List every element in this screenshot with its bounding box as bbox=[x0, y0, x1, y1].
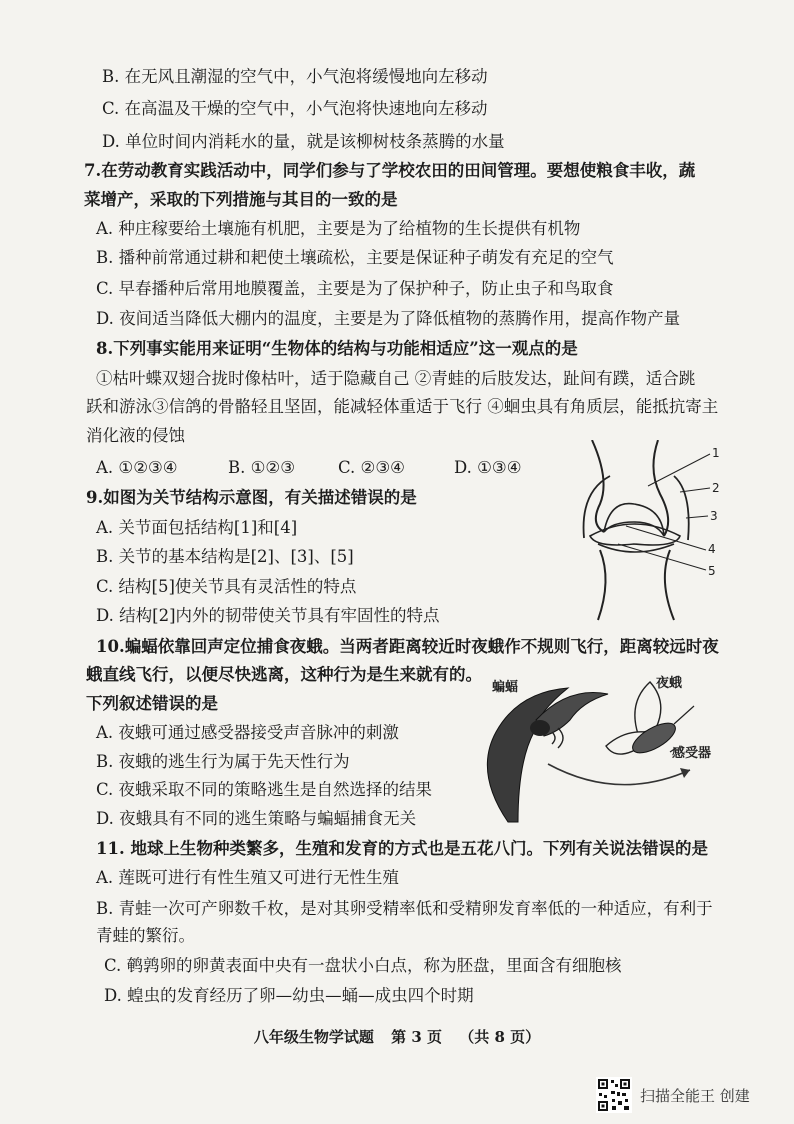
q8-body-line1: ①枯叶蝶双翅合拢时像枯叶，适于隐藏自己 ②青蛙的后肢发达，趾间有蹼，适合跳 bbox=[96, 369, 696, 388]
q11-option-b-line2: 青蛙的繁衍。 bbox=[96, 926, 195, 945]
q9-stem: 9.如图为关节结构示意图，有关描述错误的是 bbox=[86, 488, 417, 507]
joint-label-2: 2 bbox=[712, 481, 720, 495]
page-footer bbox=[0, 1026, 794, 1047]
q10-option-c: C. 夜蛾采取不同的策略逃生是自然选择的结果 bbox=[96, 780, 433, 799]
q8-body-line2: 跃和游泳③信鸽的骨骼轻且坚固，能减轻体重适于飞行 ④蛔虫具有角质层，能抵抗寄主 bbox=[86, 397, 719, 416]
q9-option-b: B. 关节的基本结构是[2]、[3]、[5] bbox=[96, 547, 354, 566]
q6-option-d: D. 单位时间内消耗水的量，就是该柳树枝条蒸腾的水量 bbox=[102, 132, 505, 151]
scanner-watermark bbox=[596, 1075, 750, 1115]
watermark-text: 扫描全能王 创建 bbox=[640, 1086, 750, 1105]
q7-option-d: D. 夜间适当降低大棚内的温度，主要是为了降低植物的蒸腾作用，提高作物产量 bbox=[96, 309, 681, 328]
q11-option-d: D. 蝗虫的发育经历了卵—幼虫—蛹—成虫四个时期 bbox=[104, 986, 474, 1005]
footer-page: 第 3 页 bbox=[391, 1028, 442, 1046]
q10-stem-line2: 蛾直线飞行，以便尽快逃离，这种行为是生来就有的。 bbox=[86, 665, 482, 684]
joint-socket bbox=[590, 524, 680, 545]
q10-stem-line3: 下列叙述错误的是 bbox=[86, 694, 218, 713]
sound-wave-2 bbox=[558, 728, 563, 748]
q7-option-a: A. 种庄稼要给土壤施有机肥，主要是为了给植物的生长提供有机物 bbox=[96, 219, 581, 238]
q9-option-c: C. 结构[5]使关节具有灵活性的特点 bbox=[96, 577, 357, 596]
flight-path-line bbox=[548, 764, 690, 785]
q11-option-c: C. 鹌鹑卵的卵黄表面中央有一盘状小白点，称为胚盘，里面含有细胞核 bbox=[104, 956, 622, 975]
sound-wave-1 bbox=[552, 732, 555, 744]
joint-diagram bbox=[570, 440, 730, 622]
leader-line-2 bbox=[680, 488, 710, 492]
bat-label: 蝙蝠 bbox=[492, 680, 519, 695]
q7-option-c: C. 早春播种后常用地膜覆盖，主要是为了保护种子，防止虫子和鸟取食 bbox=[96, 279, 614, 298]
q8-stem: 8.下列事实能用来证明“生物体的结构与功能相适应”这一观点的是 bbox=[96, 339, 578, 358]
footer-subject: 八年级生物学试题 bbox=[253, 1028, 374, 1046]
q7-stem-line2: 菜增产，采取的下列措施与其目的一致的是 bbox=[84, 190, 398, 209]
joint-label-1: 1 bbox=[712, 446, 720, 460]
bat-head-icon bbox=[530, 720, 550, 736]
q6-option-c: C. 在高温及干燥的空气中，小气泡将快速地向左移动 bbox=[102, 99, 488, 118]
q8-option-b: B. ①②③ bbox=[228, 458, 295, 477]
joint-label-3: 3 bbox=[710, 509, 718, 523]
q11-stem: 11. 地球上生物种类繁多，生殖和发育的方式也是五花八门。下列有关说法错误的是 bbox=[96, 839, 708, 858]
q11-option-b-line1: B. 青蛙一次可产卵数千枚，是对其卵受精率低和受精卵发育率低的一种适应，有利于 bbox=[96, 899, 713, 918]
q8-option-a: A. ①②③④ bbox=[96, 458, 178, 477]
capsule-right bbox=[674, 476, 689, 540]
q8-body-line3: 消化液的侵蚀 bbox=[86, 426, 185, 445]
joint-head bbox=[604, 504, 664, 536]
moth-label: 夜蛾 bbox=[656, 676, 683, 691]
qr-code-icon bbox=[596, 1077, 632, 1113]
q10-stem-line1: 10.蝙蝠依靠回声定位捕食夜蛾。当两者距离较近时夜蛾作不规则飞行，距离较远时夜 bbox=[96, 637, 719, 656]
q11-option-a: A. 莲既可进行有性生殖又可进行无性生殖 bbox=[96, 868, 399, 887]
joint-label-4: 4 bbox=[708, 542, 716, 556]
q10-option-a: A. 夜蛾可通过感受器接受声音脉冲的刺激 bbox=[96, 723, 399, 742]
lower-bone-left-edge bbox=[598, 550, 606, 620]
q8-option-d: D. ①③④ bbox=[454, 458, 522, 477]
q7-stem-line1: 7.在劳动教育实践活动中，同学们参与了学校农田的田间管理。要想使粮食丰收，蔬 bbox=[84, 161, 696, 180]
bat-moth-diagram bbox=[478, 672, 768, 830]
moth-antenna bbox=[674, 706, 694, 724]
q10-option-d: D. 夜蛾具有不同的逃生策略与蝙蝠捕食无关 bbox=[96, 809, 417, 828]
footer-total: （共 8 页） bbox=[459, 1028, 541, 1046]
q10-option-b: B. 夜蛾的逃生行为属于先天性行为 bbox=[96, 752, 350, 771]
q9-option-a: A. 关节面包括结构[1]和[4] bbox=[96, 518, 298, 537]
receptor-label: 感受器 bbox=[672, 746, 712, 761]
q9-option-d: D. 结构[2]内外的韧带使关节具有牢固性的特点 bbox=[96, 606, 440, 625]
joint-label-5: 5 bbox=[708, 564, 716, 578]
q8-option-c: C. ②③④ bbox=[338, 458, 405, 477]
q7-option-b: B. 播种前常通过耕和耙使土壤疏松，主要是保证种子萌发有充足的空气 bbox=[96, 248, 614, 267]
q6-option-b: B. 在无风且潮湿的空气中，小气泡将缓慢地向左移动 bbox=[102, 67, 488, 86]
